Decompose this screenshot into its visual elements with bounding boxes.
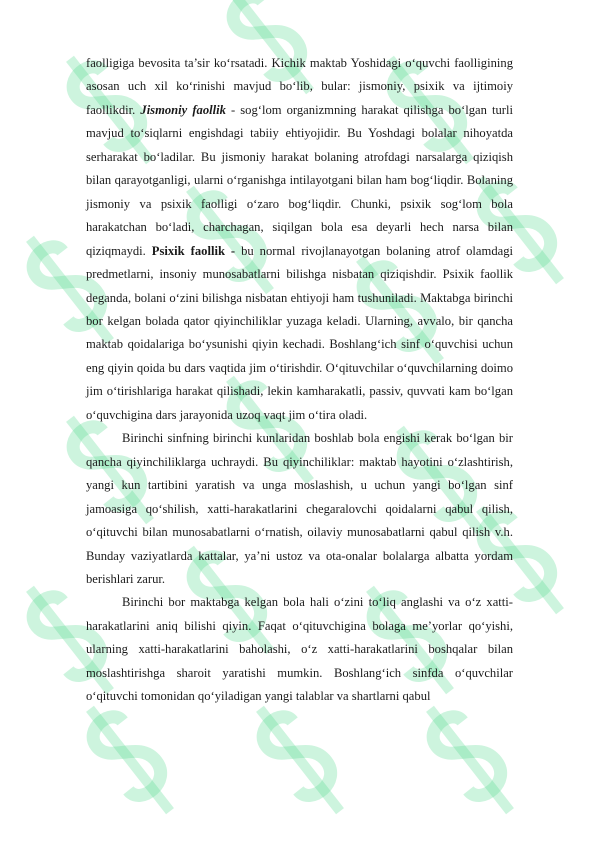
paragraph-1	[86, 52, 513, 427]
paragraph-2	[86, 427, 513, 591]
text-segment: Birinchi sinfning birinchi kunlaridan boshlab bola engishi kerak bo‘lgan bir qancha qiyinchiliklarga uchraydi. Bu qiyinchiliklar: maktab hayotini o‘zlashtirish, yangi kun tartibini yaratish va unga moslashish, u uchun yangi bo‘lgan sinf jamoasiga qo‘shilish, xatti-harakatlarini chegaralovchi qoidalarni qabul qilish, o‘qituvchi bilan munosabatlarni o‘rnatish, oilaviy munosabatlarni qabul qilish v.h. Bunday vaziyatlarda kattalar, ya’ni ustoz va ota-onalar bolalarga albatta yordam berishlari zarur.	[86, 431, 513, 586]
text-segment: - sog‘lom organizmning harakat qilishga bo‘lgan turli mavjud to‘siqlarni engishdagi tabiiy ehtiyojidir. Bu Yoshdagi bolalar nihoyatda serharakat bo‘ladilar. Bu jismoniy harakat bolaning atrofdagi narsalarga qiziqish bilan qarayotganligi, ularni o‘rganishga intilayotgani bilan ham bog‘liqdir. Bolaning jismoniy va psixik faolligi o‘zaro bog‘liqdir. Chunki, psixik sog‘lom bola harakatchan bo‘ladi, charchagan, siqilgan bola esa deyarli hech narsa bilan qiziqmaydi.	[86, 102, 514, 258]
paragraph-3	[86, 591, 513, 708]
text-segment: Psixik faollik -	[151, 243, 236, 258]
text-segment: Jismoniy faollik	[140, 102, 226, 117]
text-segment: Birinchi bor maktabga kelgan bola hali o‘zini to‘liq anglashi va o‘z xatti-harakatlarini aniq bilishi qiyin. Faqat o‘qituvchigina bolaga me’yorlar qo‘yishi, ularning xatti-harakatlarini baholashi, o‘z xatti-harakatlarini boshqalar bilan moslashtirishga sharoit yaratishi mumkin. Boshlang‘ich sinfda o‘quvchilar o‘qituvchi tomonidan qo‘yiladigan yangi talablar va shartlarni qabul	[86, 595, 513, 704]
document-page	[86, 52, 513, 709]
text-segment: bu normal rivojlanayotgan bolaning atrof olamdagi predmetlarni, insoniy munosabatlarni bilishga nisbatan qiziqishdir. Psixik faollik deganda, bolani o‘zini bilishga nisbatan ehtiyoji ham tushuniladi. Maktabga birinchi bor kelgan bolada qator qiyinchiliklar yuzaga keladi. Ularning, avvalo, bir qancha maktab qoidalariga bo‘ysunishi qiyin kechadi. Boshlang‘ich sinf o‘quvchisi uchun eng qiyin qoida bu dars vaqtida jim o‘tirishdir. O‘qituvchilar o‘quvchilarning doimo jim o‘tirishlariga harakat qilishadi, lekin kamharakatli, passiv, quvvati kam bo‘lgan o‘quvchigina dars jarayonida uzoq vaqt jim o‘tira oladi.	[86, 243, 513, 422]
text-segment: faolligiga bevosita ta’sir ko‘rsatadi. Kichik maktab Yoshidagi o‘quvchi faolligining asosan uch xil ko‘rinishi mavjud bo‘lib, bular: jismoniy, psixik va ijtimoiy faollikdir.	[86, 56, 513, 117]
